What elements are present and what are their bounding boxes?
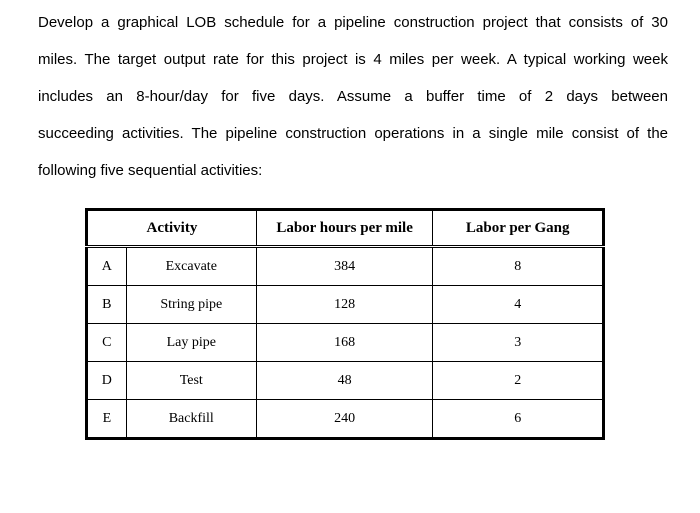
problem-line: includes an 8-hour/day for five days. Assume a buffer time of 2 days between bbox=[38, 88, 668, 105]
table-header-row bbox=[87, 210, 604, 247]
header-labor-gang: Labor per Gang bbox=[433, 210, 604, 247]
activity-letter: E bbox=[87, 400, 127, 439]
problem-line: Develop a graphical LOB schedule for a pipeline construction project that consists of 30 bbox=[38, 14, 668, 31]
activity-name: Test bbox=[126, 362, 256, 400]
labor-gang: 6 bbox=[433, 400, 604, 439]
problem-line: following five sequential activities: bbox=[38, 162, 263, 179]
labor-hours: 48 bbox=[256, 362, 433, 400]
problem-statement bbox=[38, 4, 668, 189]
table-row bbox=[87, 362, 604, 400]
labor-hours: 240 bbox=[256, 400, 433, 439]
activity-letter: C bbox=[87, 324, 127, 362]
header-labor-hours: Labor hours per mile bbox=[256, 210, 433, 247]
labor-gang: 3 bbox=[433, 324, 604, 362]
activities-table bbox=[85, 208, 605, 440]
activity-letter: D bbox=[87, 362, 127, 400]
labor-gang: 2 bbox=[433, 362, 604, 400]
header-activity: Activity bbox=[87, 210, 257, 247]
activity-name: String pipe bbox=[126, 286, 256, 324]
labor-gang: 8 bbox=[433, 247, 604, 286]
problem-line: succeeding activities. The pipeline construction operations in a single mile consist of the bbox=[38, 125, 668, 142]
activity-letter: B bbox=[87, 286, 127, 324]
table-row bbox=[87, 400, 604, 439]
table-row bbox=[87, 247, 604, 286]
activity-letter: A bbox=[87, 247, 127, 286]
labor-hours: 168 bbox=[256, 324, 433, 362]
problem-line: miles. The target output rate for this project is 4 miles per week. A typical working week bbox=[38, 51, 668, 68]
labor-hours: 128 bbox=[256, 286, 433, 324]
labor-gang: 4 bbox=[433, 286, 604, 324]
activity-name: Lay pipe bbox=[126, 324, 256, 362]
activity-name: Excavate bbox=[126, 247, 256, 286]
labor-hours: 384 bbox=[256, 247, 433, 286]
table-row bbox=[87, 286, 604, 324]
activity-name: Backfill bbox=[126, 400, 256, 439]
table-row bbox=[87, 324, 604, 362]
